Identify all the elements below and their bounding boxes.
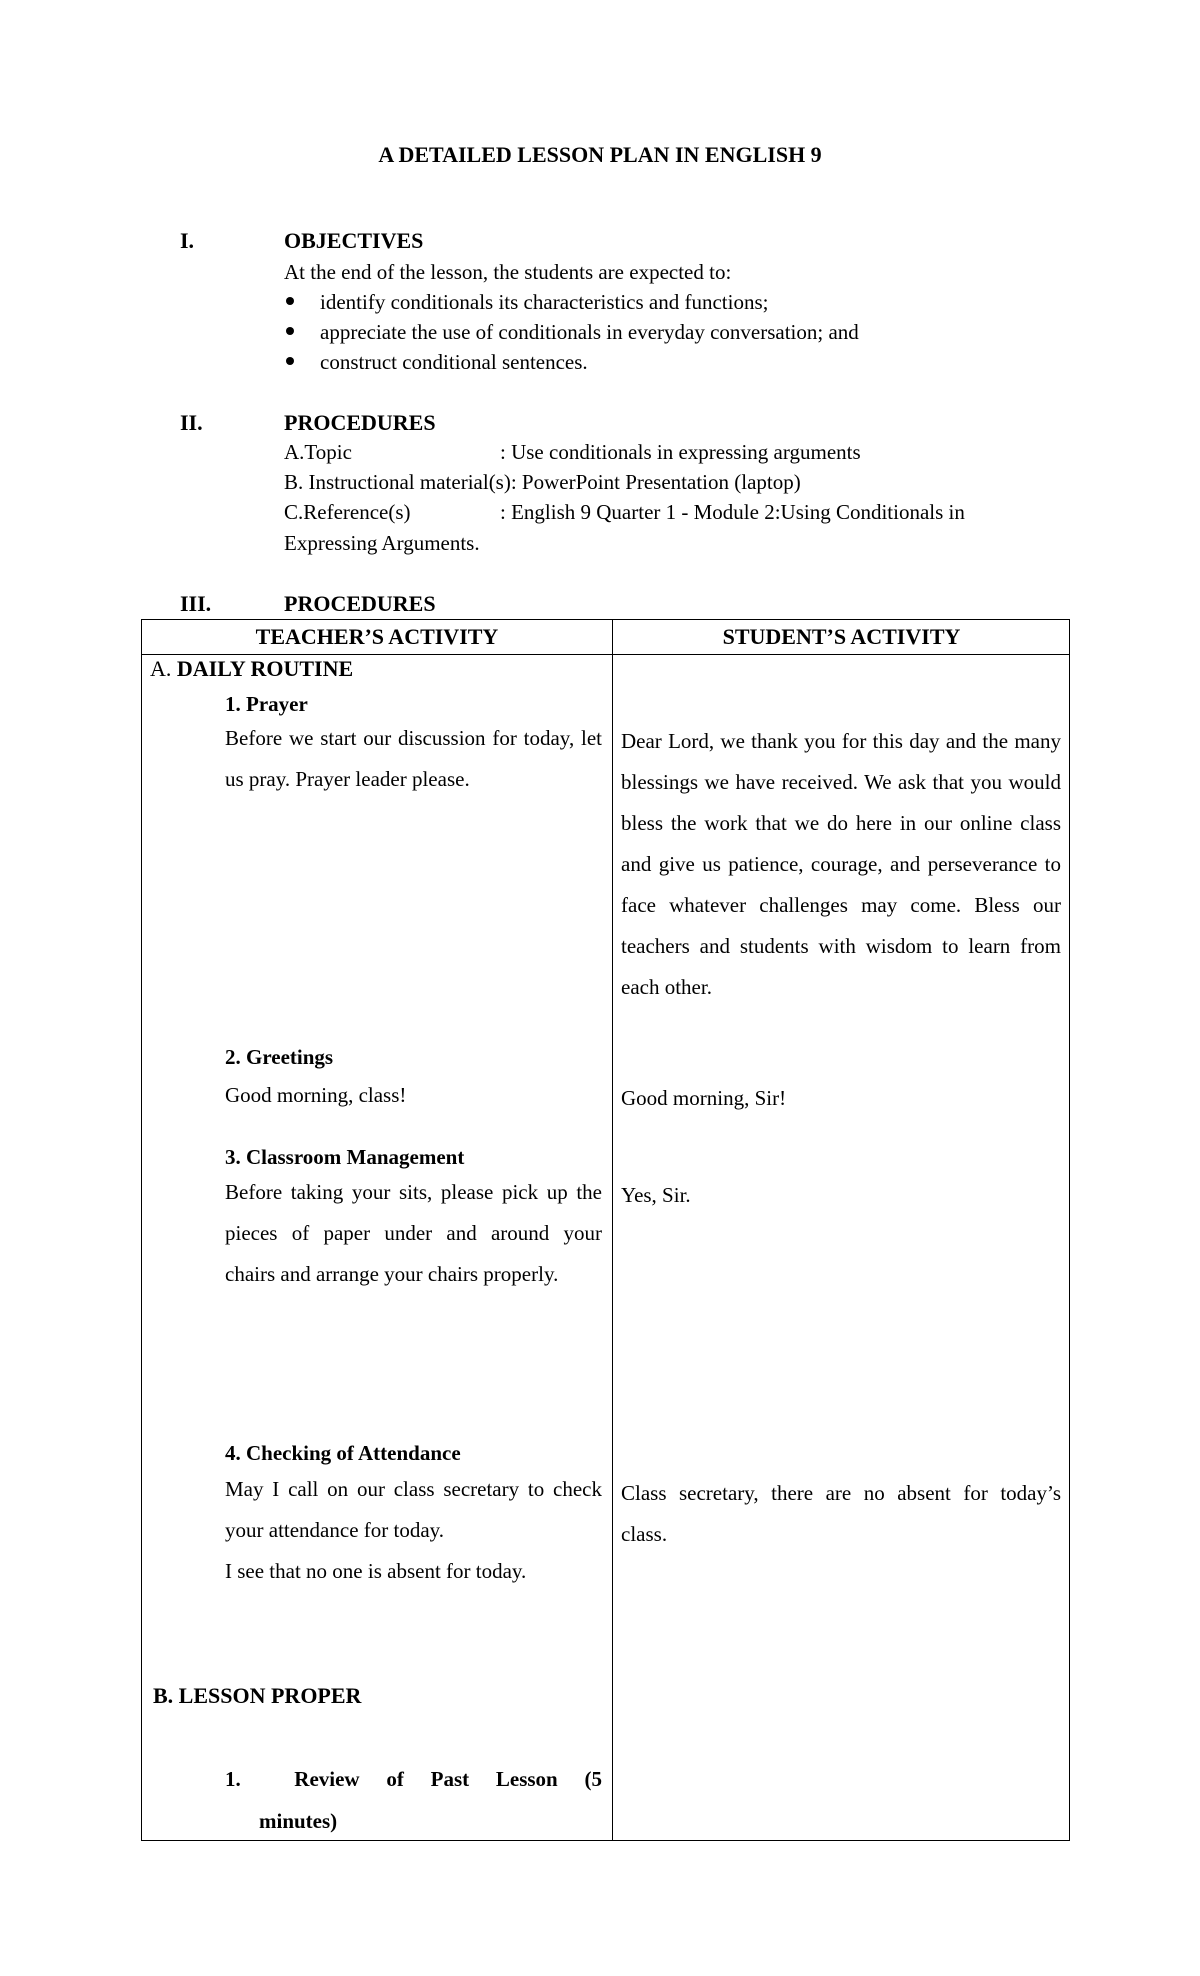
classroom-management-title: 3. Classroom Management	[225, 1145, 465, 1169]
section-a-prefix: A.	[150, 656, 177, 681]
procedures-table	[141, 619, 1070, 1841]
table-column-divider	[612, 620, 613, 1840]
reference-label: C.Reference(s)	[284, 500, 411, 524]
greetings-title: 2. Greetings	[225, 1045, 334, 1069]
attendance-teacher-text: May I call on our class secretary to check your attendance for today.	[225, 1477, 602, 1542]
section-a-label: DAILY ROUTINE	[176, 656, 354, 681]
topic-value: : Use conditionals in expressing arguments	[500, 440, 861, 464]
bullet-icon	[286, 357, 294, 365]
objective-text: appreciate the use of conditionals in everyday conversation; and	[320, 320, 859, 344]
section-b-heading: B. LESSON PROPER	[153, 1683, 362, 1708]
attendance-title: 4. Checking of Attendance	[225, 1441, 461, 1465]
reference-value: : English 9 Quarter 1 - Module 2:Using Conditionals in	[500, 500, 965, 524]
procedures-info-title: PROCEDURES	[284, 410, 436, 435]
bullet-icon	[286, 327, 294, 335]
classroom-management-student-text: Yes, Sir.	[621, 1183, 691, 1207]
objectives-intro: At the end of the lesson, the students are expected to:	[284, 260, 732, 284]
header-teacher-activity: TEACHER’S ACTIVITY	[255, 624, 499, 649]
procedures-table-title: PROCEDURES	[284, 591, 436, 616]
bullet-icon	[286, 297, 294, 305]
objective-text: identify conditionals its characteristics and functions;	[320, 290, 769, 314]
section-a-heading	[150, 654, 353, 684]
materials-line: B. Instructional material(s): PowerPoint Presentation (laptop)	[284, 470, 801, 494]
procedures-info-number: II.	[180, 410, 203, 435]
review-past-lesson-line-1: 1. Review of Past Lesson (5	[225, 1767, 602, 1791]
header-student-activity: STUDENT’S ACTIVITY	[722, 624, 961, 649]
attendance-teacher-text-2: I see that no one is absent for today.	[225, 1559, 527, 1583]
objectives-number: I.	[180, 228, 195, 253]
procedures-table-number: III.	[180, 591, 212, 616]
attendance-student-text: Class secretary, there are no absent for today’s class.	[621, 1481, 1061, 1546]
prayer-teacher-text: Before we start our discussion for today, let us pray. Prayer leader please.	[225, 726, 602, 791]
objectives-title: OBJECTIVES	[284, 228, 424, 253]
objective-bullet-1	[320, 290, 768, 315]
prayer-student-text: Dear Lord, we thank you for this day and the many blessings we have received. We ask that you would bless the work that we do here in our online class and give us patience, courage, and perseverance to face whatever challenges may come. Bless our teachers and students with wisdom to learn from each other.	[621, 729, 1061, 999]
prayer-title: 1. Prayer	[225, 692, 308, 716]
review-past-lesson-line-2: minutes)	[259, 1809, 338, 1833]
topic-label: A.Topic	[284, 440, 352, 464]
classroom-management-teacher-text: Before taking your sits, please pick up the pieces of paper under and around your chairs and arrange your chairs properly.	[225, 1180, 602, 1286]
objective-bullet-3	[320, 350, 588, 375]
greetings-teacher-text: Good morning, class!	[225, 1083, 407, 1107]
objective-bullet-2	[320, 320, 859, 345]
objective-text: construct conditional sentences.	[320, 350, 588, 374]
greetings-student-text: Good morning, Sir!	[621, 1086, 787, 1110]
document-title: A DETAILED LESSON PLAN IN ENGLISH 9	[378, 142, 822, 167]
reference-continuation: Expressing Arguments.	[284, 531, 480, 555]
